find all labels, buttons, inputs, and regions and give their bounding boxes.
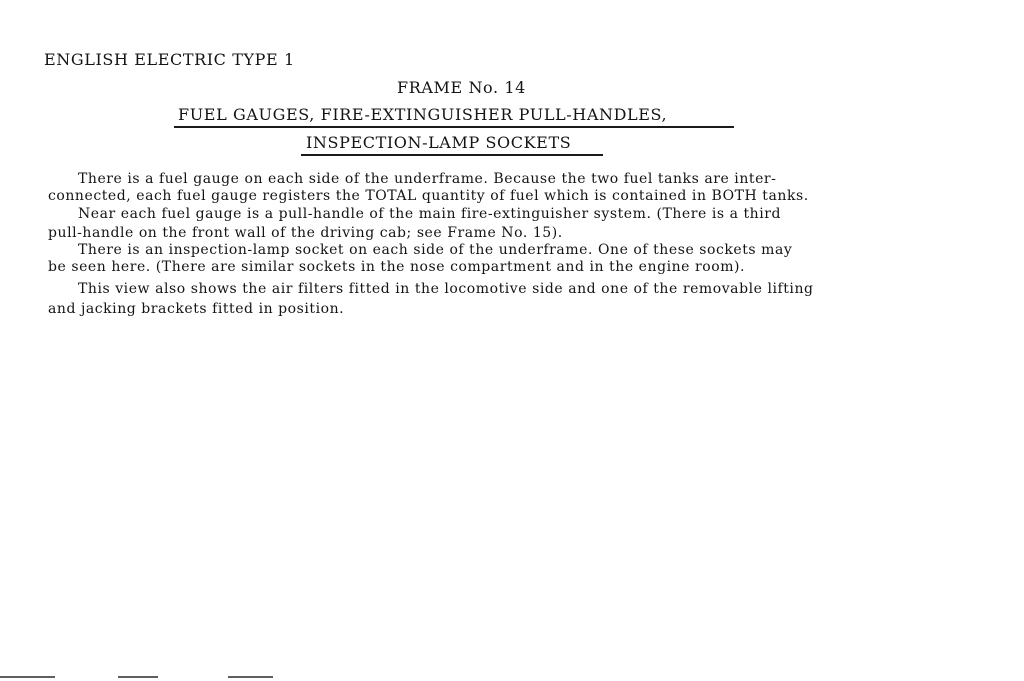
body-line: and jacking brackets fitted in position.	[48, 301, 345, 317]
scan-edge-mark	[118, 676, 158, 678]
body-line: Near each fuel gauge is a pull-handle of the main fire-extinguisher system. (There is a third	[78, 206, 782, 222]
series-title: ENGLISH ELECTRIC TYPE 1	[44, 50, 295, 69]
body-line: connected, each fuel gauge registers the TOTAL quantity of fuel which is contained in BOTH tanks.	[48, 188, 809, 204]
scan-edge-mark	[228, 676, 273, 678]
body-line: be seen here. (There are similar sockets in the nose compartment and in the engine room).	[48, 259, 746, 275]
body-line: This view also shows the air filters fitted in the locomotive side and one of the removable lifting	[78, 281, 814, 297]
body-line: There is a fuel gauge on each side of the underframe. Because the two fuel tanks are inter-	[78, 171, 777, 187]
heading-underline-2	[301, 154, 603, 156]
heading-line-2: INSPECTION-LAMP SOCKETS	[306, 133, 572, 152]
heading-line-1: FUEL GAUGES, FIRE-EXTINGUISHER PULL-HANDLES,	[178, 105, 668, 124]
body-line: pull-handle on the front wall of the driving cab; see Frame No. 15).	[48, 225, 563, 241]
scan-edge-mark	[0, 676, 55, 678]
frame-number: FRAME No. 14	[397, 78, 526, 97]
heading-underline-1	[174, 126, 734, 128]
body-line: There is an inspection-lamp socket on each side of the underframe. One of these sockets may	[78, 242, 793, 258]
